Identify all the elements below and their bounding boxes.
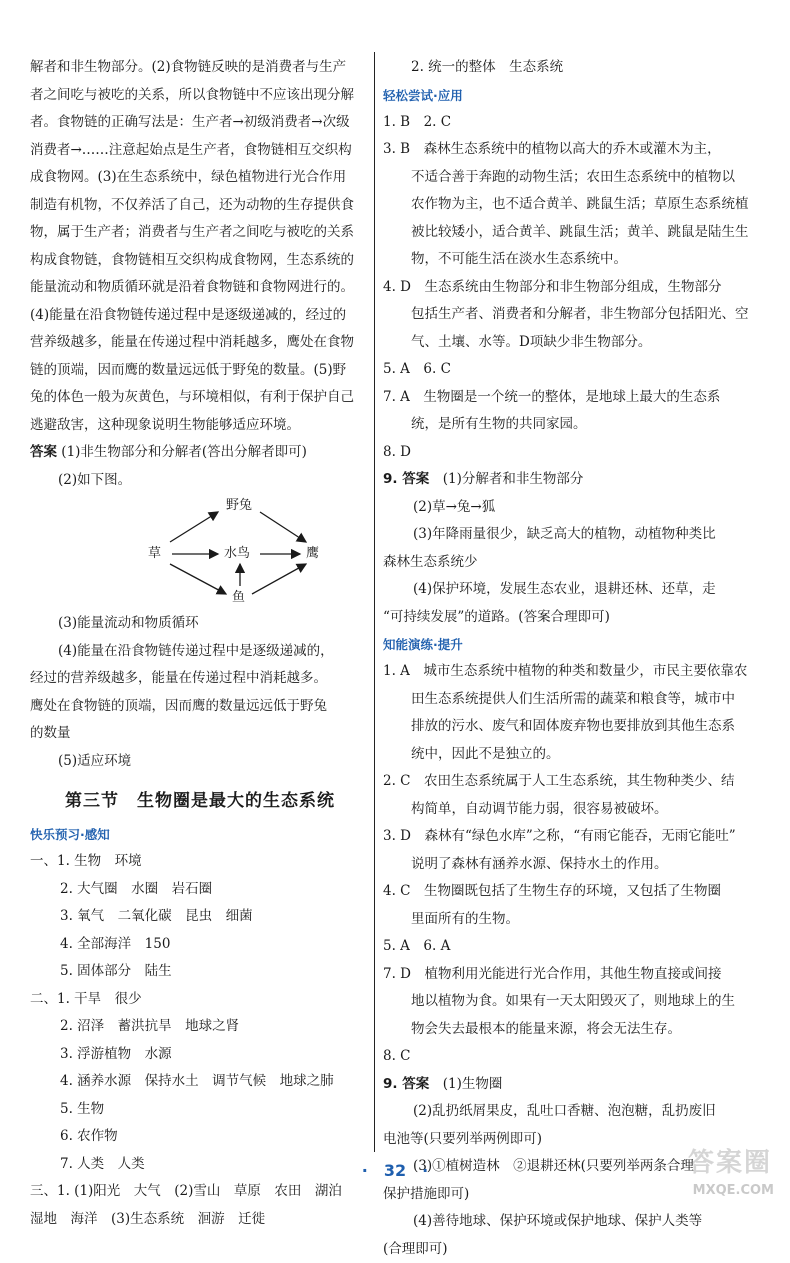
text-line: 三、1. (1)阳光 大气 (2)雪山 草原 农田 湖泊 [30, 1178, 370, 1206]
text-line: 鹰处在食物链的顶端，因而鹰的数量远远低于野兔 [30, 693, 370, 721]
text-line: 者之间吃与被吃的关系，所以食物链中不应该出现分解 [30, 82, 370, 110]
text-line: 5. 固体部分 陆生 [30, 958, 370, 986]
text-line: 统，是所有生物的共同家园。 [383, 411, 763, 439]
answer-paragraph-4 [30, 638, 370, 748]
text-line: 1. A 城市生态系统中植物的种类和数量少，市民主要依靠农 [383, 658, 763, 686]
s9-line-4b: (合理即可) [383, 1236, 763, 1263]
right-column [383, 54, 763, 1263]
s9-line-3b: 保护措施即可) [383, 1181, 763, 1209]
q9-line-4a: (4)保护环境，发展生态农业，退耕还林、还草，走 [383, 576, 763, 604]
s9-line-4a: (4)善待地球、保护环境或保护地球、保护人类等 [383, 1208, 763, 1236]
text-line: 经过的营养级越多，能量在传递过程中消耗越多。 [30, 665, 370, 693]
text-line: 农作物为主，也不适合黄羊、跳鼠生活；草原生态系统植 [383, 191, 763, 219]
text-line: 8. D [383, 439, 763, 467]
node-waterbird: 水鸟 [224, 546, 250, 562]
text-line: 解者和非生物部分。(2)食物链反映的是消费者与生产 [30, 54, 370, 82]
q9-line-2: (2)草→兔→狐 [383, 494, 763, 522]
text-line: 构成食物链，食物链相互交织构成食物网，生态系统的 [30, 247, 370, 275]
answer-label: 答案 [30, 444, 57, 460]
skill-answers [383, 658, 763, 1071]
arrow-fish-eagle [252, 564, 306, 594]
text-line: 4. 全部海洋 150 [30, 931, 370, 959]
try-answers [383, 109, 763, 467]
text-line: (4)能量在沿食物链传递过程中是逐级递减的，经过的 [30, 302, 370, 330]
text-line: 5. A 6. A [383, 933, 763, 961]
text-line: 2. 大气圈 水圈 岩石圈 [30, 876, 370, 904]
text-line: 包括生产者、消费者和分解者，非生物部分包括阳光、空 [383, 301, 763, 329]
text-line: 湿地 海洋 (3)生态系统 洄游 迁徙 [30, 1206, 370, 1234]
text-line: 物，属于生产者；消费者与生产者之间吃与被吃的关系 [30, 219, 370, 247]
text-line: 2. C 农田生态系统属于人工生态系统，其生物种类少、结 [383, 768, 763, 796]
text-line: 3. 浮游植物 水源 [30, 1041, 370, 1069]
text-line: 田生态系统提供人们生活所需的蔬菜和粮食等，城市中 [383, 686, 763, 714]
section-title: 第三节 生物圈是最大的生态系统 [30, 781, 370, 821]
s9-label: 9. 答案 [383, 1076, 429, 1092]
text-line: (4)能量在沿食物链传递过程中是逐级递减的， [30, 638, 370, 666]
arrow-grass-fish [170, 564, 226, 594]
q9-line-3a: (3)年降雨量很少，缺乏高大的植物，动植物种类比 [383, 521, 763, 549]
s9-answer-line [383, 1071, 763, 1099]
text-line: 被比较矮小，适合黄羊、跳鼠生活；黄羊、跳鼠是陆生生 [383, 219, 763, 247]
text-line: 兔的体色一般为灰黄色，与环境相似，有利于保护自己 [30, 384, 370, 412]
watermark [638, 1140, 778, 1200]
s9-line-2b: 电池等(只要列举两例即可) [383, 1126, 763, 1154]
text-line: 4. C 生物圈既包括了生物生存的环境，又包括了生物圈 [383, 878, 763, 906]
text-line: 二、1. 干旱 很少 [30, 986, 370, 1014]
answer-text-1: (1)非生物部分和分解者(答出分解者即可) [61, 444, 307, 460]
text-line: 物，不可能生活在淡水生态系统中。 [383, 246, 763, 274]
skill-heading: 知能演练·提升 [383, 631, 763, 658]
s9-line-3a: (3)①植树造林 ②退耕还林(只要列举两条合理 [383, 1153, 763, 1181]
explanation-paragraph [30, 54, 370, 439]
text-line: 里面所有的生物。 [383, 906, 763, 934]
text-line: 3. D 森林有“绿色水库”之称，“有雨它能吞，无雨它能吐” [383, 823, 763, 851]
text-line: 链的顶端，因而鹰的数量远远低于野兔的数量。(5)野 [30, 357, 370, 385]
text-line: 7. A 生物圈是一个统一的整体，是地球上最大的生态系 [383, 384, 763, 412]
s9-text-1: (1)生物圈 [443, 1076, 503, 1092]
text-line: 的数量 [30, 720, 370, 748]
node-eagle: 鹰 [306, 546, 319, 562]
food-web-arrows [148, 498, 378, 606]
watermark-text: MXQE.COM [693, 1183, 774, 1198]
text-line: 营养级越多，能量在传递过程中消耗越多，鹰处在食物 [30, 329, 370, 357]
watermark-logo: 答案圈 [688, 1142, 772, 1179]
text-line: 者。食物链的正确写法是：生产者→初级消费者→次级 [30, 109, 370, 137]
q9-line-4b: “可持续发展”的道路。(答案合理即可) [383, 604, 763, 632]
text-line: 5. A 6. C [383, 356, 763, 384]
preview-heading: 快乐预习·感知 [30, 821, 370, 848]
node-grass: 草 [148, 546, 161, 562]
node-fish: 鱼 [232, 590, 245, 606]
text-line: 一、1. 生物 环境 [30, 848, 370, 876]
arrow-hare-eagle [260, 512, 306, 542]
q9-line-3b: 森林生态系统少 [383, 549, 763, 577]
text-line: 2. 沼泽 蓄洪抗旱 地球之肾 [30, 1013, 370, 1041]
text-line: 地以植物为食。如果有一天太阳毁灭了，则地球上的生 [383, 988, 763, 1016]
text-line: 8. C [383, 1043, 763, 1071]
text-line: 逃避敌害，这种现象说明生物能够适应环境。 [30, 412, 370, 440]
text-line: 4. 涵养水源 保持水土 调节气候 地球之肺 [30, 1068, 370, 1096]
text-line: 统中，因此不是独立的。 [383, 741, 763, 769]
text-line: 能量流动和物质循环就是沿着食物链和食物网进行的。 [30, 274, 370, 302]
try-heading: 轻松尝试·应用 [383, 82, 763, 109]
text-line: 制造有机物，不仅养活了自己，还为动物的生存提供食 [30, 192, 370, 220]
q9-text-1: (1)分解者和非生物部分 [443, 471, 584, 487]
text-line: 3. 氧气 二氧化碳 昆虫 细菌 [30, 903, 370, 931]
text-line: 成食物网。(3)在生态系统中，绿色植物进行光合作用 [30, 164, 370, 192]
text-line: 6. 农作物 [30, 1123, 370, 1151]
text-line: 说明了森林有涵养水源、保持水土的作用。 [383, 851, 763, 879]
text-line: 气、土壤、水等。D项缺少非生物部分。 [383, 329, 763, 357]
text-line: 5. 生物 [30, 1096, 370, 1124]
arrow-grass-hare [170, 512, 218, 542]
page-number: · 32 · [0, 1158, 790, 1181]
text-line: 7. D 植物利用光能进行光合作用，其他生物直接或间接 [383, 961, 763, 989]
text-line: 1. B 2. C [383, 109, 763, 137]
text-line: 7. 人类 人类 [30, 1151, 370, 1179]
text-line: 不适合善于奔跑的动物生活；农田生态系统中的植物以 [383, 164, 763, 192]
q9-answer-line [383, 466, 763, 494]
text-line: 消费者→……注意起始点是生产者，食物链相互交织构 [30, 137, 370, 165]
right-top-line: 2. 统一的整体 生态系统 [383, 54, 763, 82]
text-line: 3. B 森林生态系统中的植物以高大的乔木或灌木为主， [383, 136, 763, 164]
answer-line-5: (5)适应环境 [30, 748, 370, 776]
left-column [30, 54, 370, 1233]
text-line: 构简单，自动调节能力弱，很容易被破坏。 [383, 796, 763, 824]
s9-line-2a: (2)乱扔纸屑果皮，乱吐口香糖、泡泡糖，乱扔废旧 [383, 1098, 763, 1126]
answer-line-3: (3)能量流动和物质循环 [30, 610, 370, 638]
text-line: 4. D 生态系统由生物部分和非生物部分组成，生物部分 [383, 274, 763, 302]
q9-label: 9. 答案 [383, 471, 429, 487]
food-web-diagram [148, 498, 378, 606]
text-line: 物会失去最根本的能量来源，将会无法生存。 [383, 1016, 763, 1044]
node-hare: 野兔 [226, 498, 252, 514]
answer-line-2: (2)如下图。 [30, 467, 370, 495]
answer-line-1 [30, 439, 370, 467]
text-line: 排放的污水、废气和固体废弃物也要排放到其他生态系 [383, 713, 763, 741]
